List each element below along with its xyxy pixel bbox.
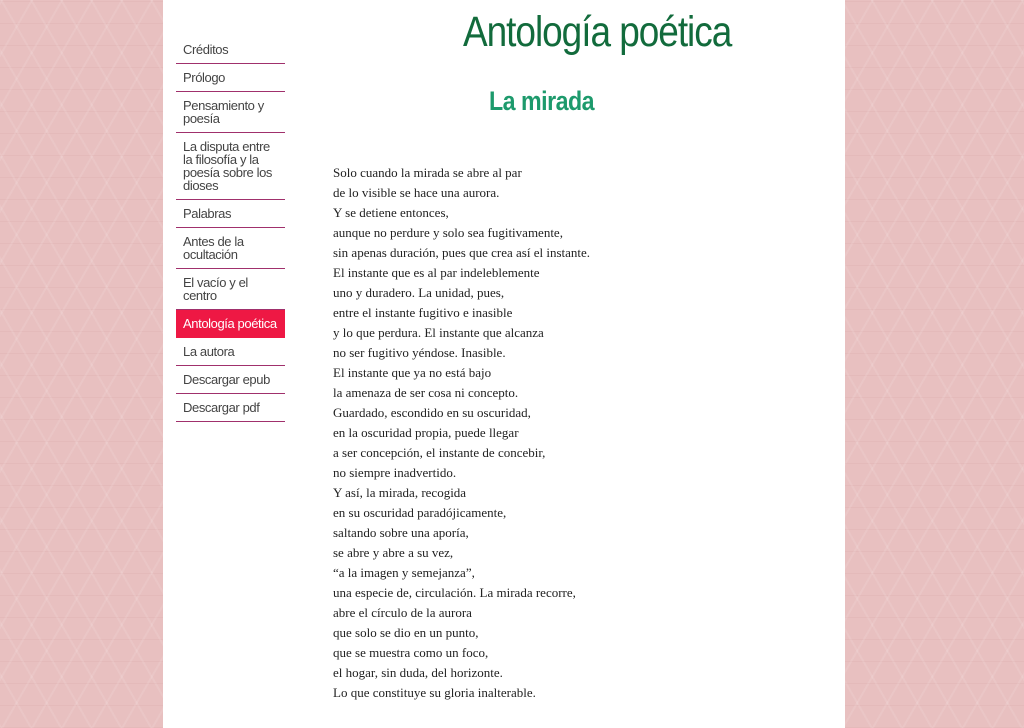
page-title: Antología poética: [463, 8, 732, 56]
poem-line: Y se detiene entonces,: [333, 205, 449, 220]
sidebar-item-label: Créditos: [183, 42, 229, 57]
poem-line: Lo que constituye su gloria inalterable.: [333, 685, 536, 700]
poem-line: El instante que ya no está bajo: [333, 365, 492, 380]
poem-line: una especie de, circulación. La mirada recorre,: [333, 585, 576, 600]
poem-line: no siempre inadvertido.: [333, 465, 457, 480]
poem-body: [333, 163, 590, 703]
poem-line: que solo se dio en un punto,: [333, 625, 479, 640]
sidebar-item-antologia-poetica[interactable]: [176, 310, 285, 338]
sidebar-item-la-autora[interactable]: [176, 338, 285, 366]
poem-title: La mirada: [489, 86, 595, 116]
poem-line: en la oscuridad propia, puede llegar: [333, 425, 519, 440]
sidebar-item-descargar-pdf[interactable]: [176, 394, 285, 422]
sidebar-item-descargar-epub[interactable]: [176, 366, 285, 394]
sidebar-item-label: Descargar epub: [183, 372, 270, 387]
poem-line: a ser concepción, el instante de concebir,: [333, 445, 546, 460]
poem-line: el hogar, sin duda, del horizonte.: [333, 665, 503, 680]
poem-line: “a la imagen y semejanza”,: [333, 565, 475, 580]
sidebar-item-label: Prólogo: [183, 70, 226, 85]
sidebar-item-label: La disputa entre la filosofía y la poesía sobre los dioses: [183, 139, 272, 193]
sidebar-item-label: Antes de la ocultación: [183, 234, 244, 262]
sidebar-item-palabras[interactable]: [176, 200, 285, 228]
sidebar-nav: [176, 36, 285, 422]
sidebar-item-pensamiento-y-poesia[interactable]: [176, 92, 285, 133]
sidebar-item-prologo[interactable]: [176, 64, 285, 92]
sidebar-item-label: La autora: [183, 344, 235, 359]
sidebar-item-el-vacio-y-el-centro[interactable]: [176, 269, 285, 310]
content-page: [163, 0, 845, 728]
sidebar-item-label: Pensamiento y poesía: [183, 98, 264, 126]
sidebar-item-label: El vacío y el centro: [183, 275, 248, 303]
poem-line: Y así, la mirada, recogida: [333, 485, 467, 500]
poem-line: entre el instante fugitivo e inasible: [333, 305, 513, 320]
poem-line: no ser fugitivo yéndose. Inasible.: [333, 345, 506, 360]
poem-line: sin apenas duración, pues que crea así el instante.: [333, 245, 591, 260]
poem-line: de lo visible se hace una aurora.: [333, 185, 500, 200]
poem-line: y lo que perdura. El instante que alcanza: [333, 325, 544, 340]
sidebar-item-creditos[interactable]: [176, 36, 285, 64]
poem-line: Guardado, escondido en su oscuridad,: [333, 405, 531, 420]
poem-line: la amenaza de ser cosa ni concepto.: [333, 385, 519, 400]
poem-line: abre el círculo de la aurora: [333, 605, 472, 620]
poem-line: El instante que es al par indeleblemente: [333, 265, 540, 280]
poem-line: se abre y abre a su vez,: [333, 545, 454, 560]
poem-line: en su oscuridad paradójicamente,: [333, 505, 507, 520]
poem-line: uno y duradero. La unidad, pues,: [333, 285, 505, 300]
poem-line: aunque no perdure y solo sea fugitivamente,: [333, 225, 563, 240]
sidebar-item-la-disputa[interactable]: [176, 133, 285, 200]
sidebar-item-antes-de-la-ocultacion[interactable]: [176, 228, 285, 269]
poem-line: saltando sobre una aporía,: [333, 525, 469, 540]
sidebar-item-label: Palabras: [183, 206, 232, 221]
poem-line: que se muestra como un foco,: [333, 645, 489, 660]
sidebar-item-label: Antología poética: [183, 316, 277, 331]
sidebar-item-label: Descargar pdf: [183, 400, 260, 415]
poem-line: Solo cuando la mirada se abre al par: [333, 165, 522, 180]
